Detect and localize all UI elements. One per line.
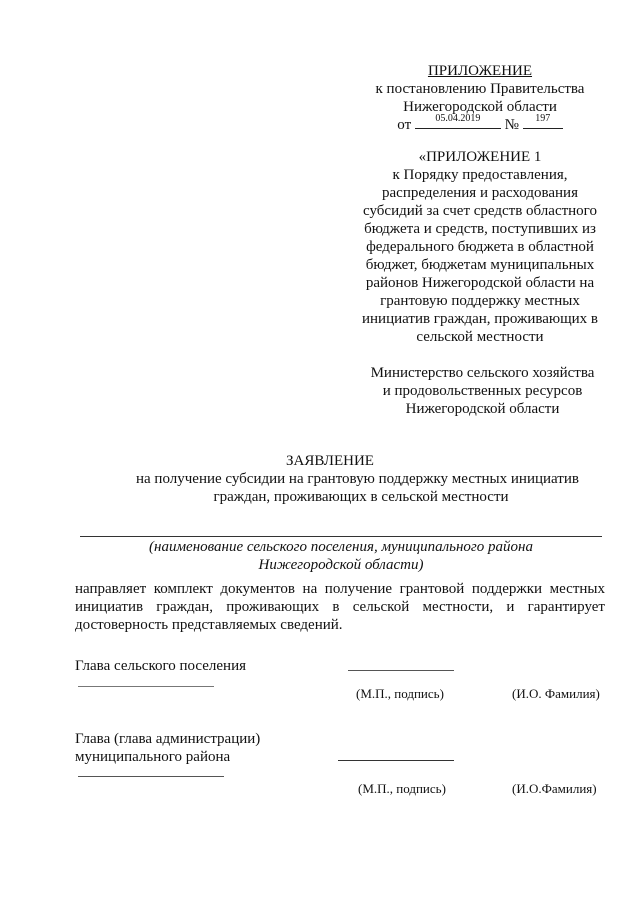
appendix-block bbox=[335, 148, 625, 346]
date-field bbox=[415, 113, 501, 129]
appendix-line: бюджета и средств, поступивших из bbox=[364, 221, 596, 237]
first-signer-role: Глава сельского поселения bbox=[75, 658, 247, 674]
number-value: 197 bbox=[535, 113, 551, 124]
applicant-name-line bbox=[80, 536, 602, 537]
first-stamp-label: (М.П., подпись) bbox=[356, 686, 444, 701]
second-role-line: Глава (глава администрации) bbox=[75, 731, 261, 747]
header-title: ПРИЛОЖЕНИЕ bbox=[427, 63, 533, 79]
second-signer-role bbox=[75, 730, 260, 766]
first-signature-line bbox=[348, 670, 454, 671]
body-line: инициатив граждан, проживающих в сельской местности, и гарантирует bbox=[75, 599, 605, 615]
second-role-line: муниципального района bbox=[75, 749, 231, 765]
second-signature-line bbox=[338, 760, 454, 761]
appendix-line: сельской местности bbox=[416, 329, 544, 345]
appendix-line: грантовую поддержку местных bbox=[380, 293, 580, 309]
header-date-line bbox=[330, 113, 630, 134]
statement-heading bbox=[60, 452, 600, 470]
body-line: направляет комплект документов на получение грантовой поддержки местных bbox=[75, 581, 605, 597]
applicant-caption bbox=[80, 538, 602, 574]
statement-subtitle bbox=[136, 470, 616, 506]
second-stamp-label: (М.П., подпись) bbox=[358, 781, 446, 796]
appendix-line: районов Нижегородской области на bbox=[365, 275, 595, 291]
appendix-line: к Порядку предоставления, bbox=[392, 167, 568, 183]
appendix-line: федерального бюджета в областной bbox=[366, 239, 594, 255]
addressee-line: Нижегородской области bbox=[405, 401, 560, 417]
statement-subtitle-line: граждан, проживающих в сельской местности bbox=[213, 489, 509, 505]
first-signer-name-line bbox=[78, 686, 214, 687]
appendix-title: «ПРИЛОЖЕНИЕ 1 bbox=[418, 149, 542, 165]
addressee-line: Министерство сельского хозяйства bbox=[370, 365, 595, 381]
addressee-block bbox=[340, 364, 625, 418]
body-line: достоверность представляемых сведений. bbox=[75, 617, 343, 633]
number-field bbox=[523, 113, 563, 129]
number-label: № bbox=[504, 117, 519, 133]
appendix-line: бюджет, бюджетам муниципальных bbox=[365, 257, 595, 273]
header-block bbox=[330, 62, 630, 134]
first-name-label: (И.О. Фамилия) bbox=[512, 686, 600, 701]
header-line1: к постановлению Правительства bbox=[375, 81, 585, 97]
header-line2: Нижегородской области bbox=[403, 99, 557, 115]
appendix-line: распределения и расходования bbox=[382, 185, 578, 201]
from-label: от bbox=[397, 117, 412, 133]
second-name-label: (И.О.Фамилия) bbox=[512, 781, 597, 796]
statement-title: ЗАЯВЛЕНИЕ bbox=[286, 453, 374, 469]
applicant-caption-line: Нижегородской области) bbox=[258, 557, 424, 573]
statement-subtitle-line: на получение субсидии на грантовую поддержку местных инициатив bbox=[136, 471, 579, 487]
date-value: 05.04.2019 bbox=[435, 113, 481, 124]
appendix-line: инициатив граждан, проживающих в bbox=[361, 311, 598, 327]
addressee-line: и продовольственных ресурсов bbox=[382, 383, 583, 399]
statement-body bbox=[75, 580, 605, 634]
applicant-caption-line: (наименование сельского поселения, муниципального района bbox=[149, 539, 533, 555]
appendix-line: субсидий за счет средств областного bbox=[363, 203, 597, 219]
second-signer-name-line bbox=[78, 776, 224, 777]
